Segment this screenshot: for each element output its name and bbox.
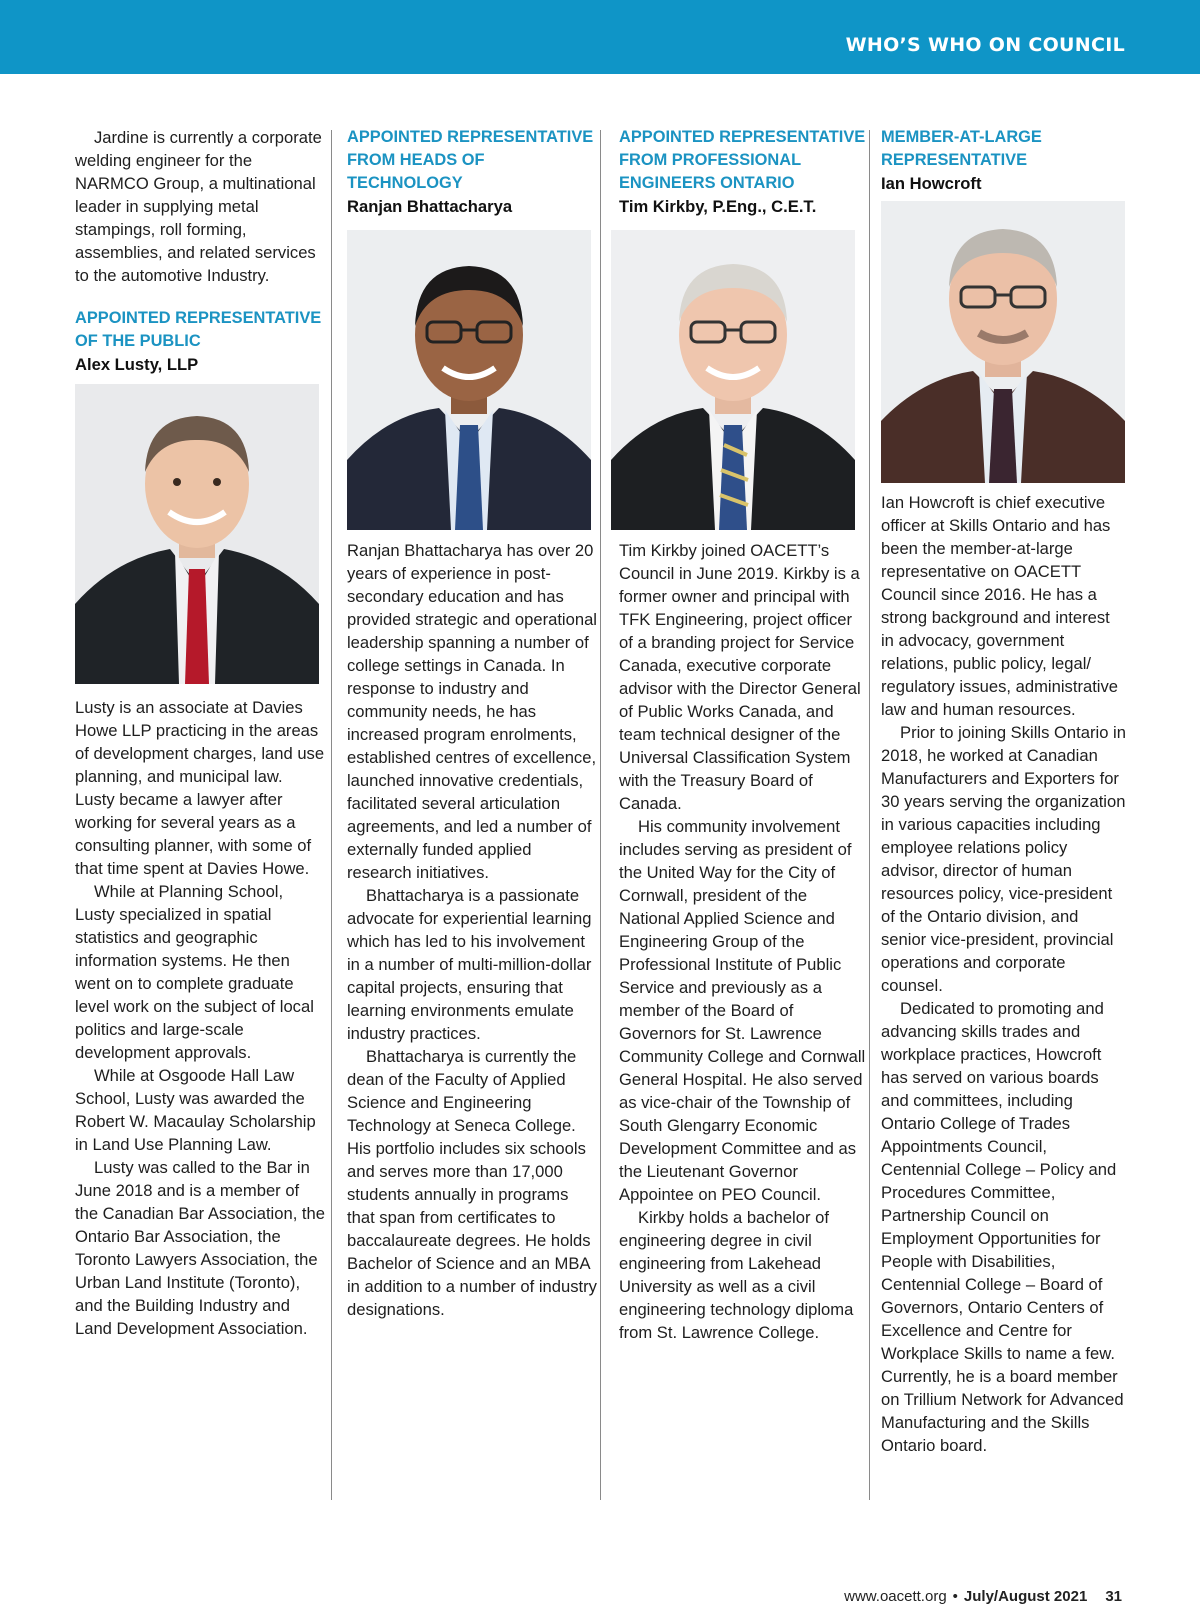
role-heading: MEMBER-AT-LARGE REPRESENTATIVE xyxy=(881,128,1042,169)
column-divider xyxy=(869,130,870,1500)
bio-paragraph: While at Osgoode Hall Law School, Lusty was awarded the Robert W. Macaulay Scholarship in Land Use Planning Law. xyxy=(75,1066,316,1154)
bio-paragraph: Ian Howcroft is chief executive officer at Skills Ontario and has been the member-at-large representative on OACETT Council since 2016. He has a strong background and interest in advocacy, government relations, public policy, legal/ regulatory issues, administrative law and human resources. xyxy=(881,493,1119,719)
bio-paragraph: Kirkby holds a bachelor of engineering degree in civil engineering from Lakehead University as well as a civil engineering technology diploma from St. Lawrence College. xyxy=(619,1208,854,1342)
portrait-photo-kirkby xyxy=(611,230,869,530)
portrait-photo-bhattacharya xyxy=(347,230,597,530)
column-kirkby xyxy=(619,126,869,1344)
person-name: Alex Lusty, LLP xyxy=(75,355,199,374)
column-divider xyxy=(331,130,332,1500)
person-name: Ian Howcroft xyxy=(881,174,982,193)
intro-paragraph: Jardine is currently a corporate welding engineer for the NARMCO Group, a multinational leader in supplying metal stampings, roll forming, assemblies, and related services to the automotive Industry. xyxy=(75,128,322,285)
footer-separator: • xyxy=(952,1588,958,1605)
portrait-photo-howcroft xyxy=(881,201,1127,483)
bio-paragraph: Tim Kirkby joined OACETT’s Council in June 2019. Kirkby is a former owner and principal with TFK Engineering, project officer of a branding project for Service Canada, executive corporate advisor with the Director General of Public Works Canada, and team technical designer of the Universal Classification System with the Treasury Board of Canada. xyxy=(619,541,861,813)
person-name: Ranjan Bhattacharya xyxy=(347,197,513,216)
role-heading: APPOINTED REPRESENTATIVE FROM PROFESSIONAL ENGINEERS ONTARIO xyxy=(619,128,866,192)
page-number: 31 xyxy=(1105,1588,1122,1605)
column-lusty xyxy=(75,126,325,1340)
column-bhattacharya xyxy=(347,126,597,1321)
bio-paragraph: Ranjan Bhattacharya has over 20 years of experience in post-secondary education and has provided strategic and operational leadership spanning a number of college settings in Canada. In response to industry and community needs, he has increased program enrolments, established centres of excellence, launched innovative credentials, facilitated several articulation agreements, and led a number of externally funded applied research initiatives. xyxy=(347,541,597,882)
portrait-photo-lusty xyxy=(75,384,325,684)
column-divider xyxy=(600,130,601,1500)
bio-paragraph: Prior to joining Skills Ontario in 2018, he worked at Canadian Manufacturers and Exporters for 30 years serving the organization in various capacities including employee relations policy advisor, director of human resources policy, vice-president of the Ontario division, and senior vice-president, provincial operations and corporate counsel. xyxy=(881,723,1126,995)
section-title: WHO’S WHO ON COUNCIL xyxy=(845,34,1125,56)
page-footer xyxy=(844,1588,1122,1605)
footer-url[interactable]: www.oacett.org xyxy=(844,1588,947,1605)
bio-paragraph: Bhattacharya is currently the dean of the Faculty of Applied Science and Engineering Technology at Seneca College. His portfolio includes six schools and serves more than 17,000 students annually in programs that span from certificates to baccalaureate degrees. He holds Bachelor of Science and an MBA in addition to a number of industry designations. xyxy=(347,1047,597,1319)
bio-paragraph: Lusty is an associate at Davies Howe LLP practicing in the areas of development charges, land use planning, and municipal law. Lusty became a lawyer after working for several years as a consulting planner, with some of that time spent at Davies Howe. xyxy=(75,698,325,878)
role-heading: APPOINTED REPRESENTATIVE FROM HEADS OF TECHNOLOGY xyxy=(347,128,594,192)
bio-paragraph: Bhattacharya is a passionate advocate for experiential learning which has led to his involvement in a number of multi-million-dollar capital projects, ensuring that learning environments emulate industry practices. xyxy=(347,886,592,1043)
column-howcroft xyxy=(881,126,1127,1457)
bio-paragraph: Lusty was called to the Bar in June 2018 and is a member of the Canadian Bar Association, the Ontario Bar Association, the Toronto Lawyers Association, the Urban Land Institute (Toronto), and the Building Industry and Land Development Association. xyxy=(75,1158,325,1338)
bio-paragraph: Dedicated to promoting and advancing skills trades and workplace practices, Howcroft has served on various boards and committees, including Ontario College of Trades Appointments Council, Centennial College – Policy and Procedures Committee, Partnership Council on Employment Opportunities for People with Disabilities, Centennial College – Board of Governors, Ontario Centers of Excellence and Centre for Workplace Skills to name a few. Currently, he is a board member on Trillium Network for Advanced Manufacturing and the Skills Ontario board. xyxy=(881,999,1124,1455)
footer-issue: July/August 2021 xyxy=(963,1588,1088,1605)
bio-paragraph: His community involvement includes serving as president of the United Way for the City of Cornwall, president of the National Applied Science and Engineering Group of the Professional Institute of Public Service and previously as a member of the Board of Governors for St. Lawrence Community College and Cornwall General Hospital. He also served as vice-chair of the Township of South Glengarry Economic Development Committee and as the Lieutenant Governor Appointee on PEO Council. xyxy=(619,817,866,1204)
role-heading: APPOINTED REPRESENTATIVE OF THE PUBLIC xyxy=(75,309,322,350)
bio-paragraph: While at Planning School, Lusty specialized in spatial statistics and geographic information systems. He then went on to complete graduate level work on the subject of local politics and large-scale development approvals. xyxy=(75,882,314,1062)
person-name: Tim Kirkby, P.Eng., C.E.T. xyxy=(619,197,817,216)
